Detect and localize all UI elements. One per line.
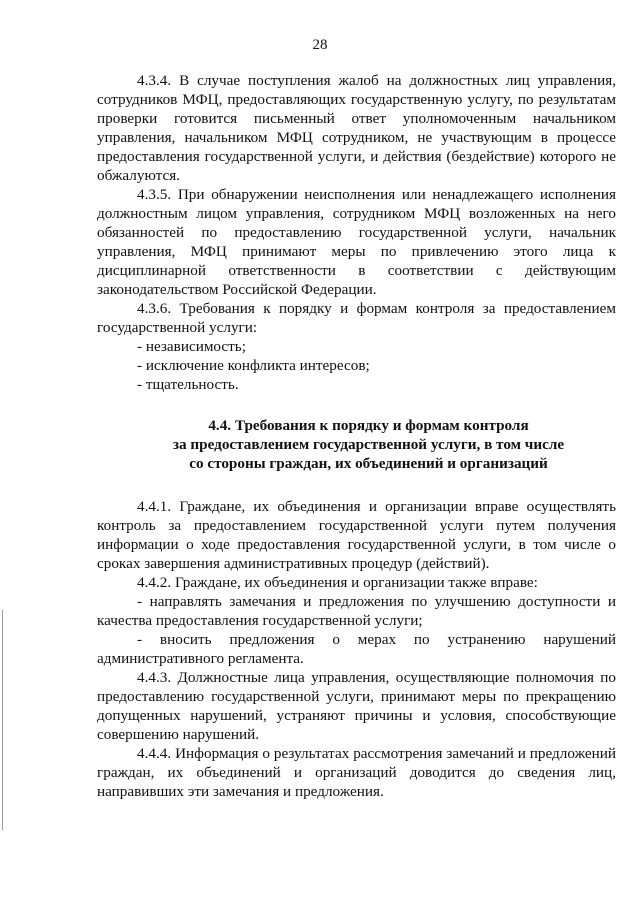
page-number: 28: [312, 37, 328, 53]
paragraph-4-4-4: 4.4.4. Информация о результатах рассмотрения замечаний и предложений граждан, их объединений и организаций доводится до сведения лиц, направивших эти замечания и предложения.: [97, 745, 616, 800]
section-heading-line-1: 4.4. Требования к порядку и формам контроля: [208, 417, 529, 434]
paragraph-4-3-4: 4.3.4. В случае поступления жалоб на должностных лиц управления, сотрудников МФЦ, предоставляющих государственную услугу, по результатам проверки готовится письменный ответ уполномоченным начальником управления, начальником МФЦ сотрудником, не участвующим в процессе предоставления государственной услуги, и действия (бездействие) которого не обжалуются.: [97, 72, 616, 184]
document-body: [97, 71, 616, 801]
paragraph-4-3-5: 4.3.5. При обнаружении неисполнения или ненадлежащего исполнения должностным лицом управления, сотрудником МФЦ возложенных на него обязанностей по предоставлению государственной услуги, начальник управления, МФЦ принимают меры по привлечению этого лица к дисциплинарной ответственности в соответствии с действующим законодательством Российской Федерации.: [97, 186, 616, 298]
paragraph-4-4-2: 4.4.2. Граждане, их объединения и организации также вправе:: [137, 574, 538, 591]
paragraph-4-4-1: 4.4.1. Граждане, их объединения и организации вправе осуществлять контроль за предоставлением государственной услуги путем получения информации о ходе предоставления государственной услуги, в том числе о сроках завершения административных процедур (действий).: [97, 498, 616, 572]
list-item-thoroughness: - тщательность.: [137, 376, 239, 393]
list-item-independence: - независимость;: [137, 338, 246, 355]
paragraph-4-4-3: 4.4.3. Должностные лица управления, осуществляющие полномочия по предоставлению государственной услуги, принимают меры по прекращению допущенных нарушений, устраняют причины и условия, способствующие совершению нарушений.: [97, 669, 616, 743]
list-item-submit-comments: - направлять замечания и предложения по улучшению доступности и качества предоставления государственной услуги;: [97, 593, 616, 629]
paragraph-4-3-6: 4.3.6. Требования к порядку и формам контроля за предоставлением государственной услуги:: [97, 300, 616, 336]
scan-edge-line: [2, 610, 3, 830]
list-item-submit-proposals: - вносить предложения о мерах по устранению нарушений административного регламента.: [97, 631, 616, 667]
list-item-no-conflict: - исключение конфликта интересов;: [137, 357, 370, 374]
section-heading-line-2: за предоставлением государственной услуги, в том числе: [172, 436, 565, 453]
section-heading-line-3: со стороны граждан, их объединений и организаций: [189, 455, 548, 472]
